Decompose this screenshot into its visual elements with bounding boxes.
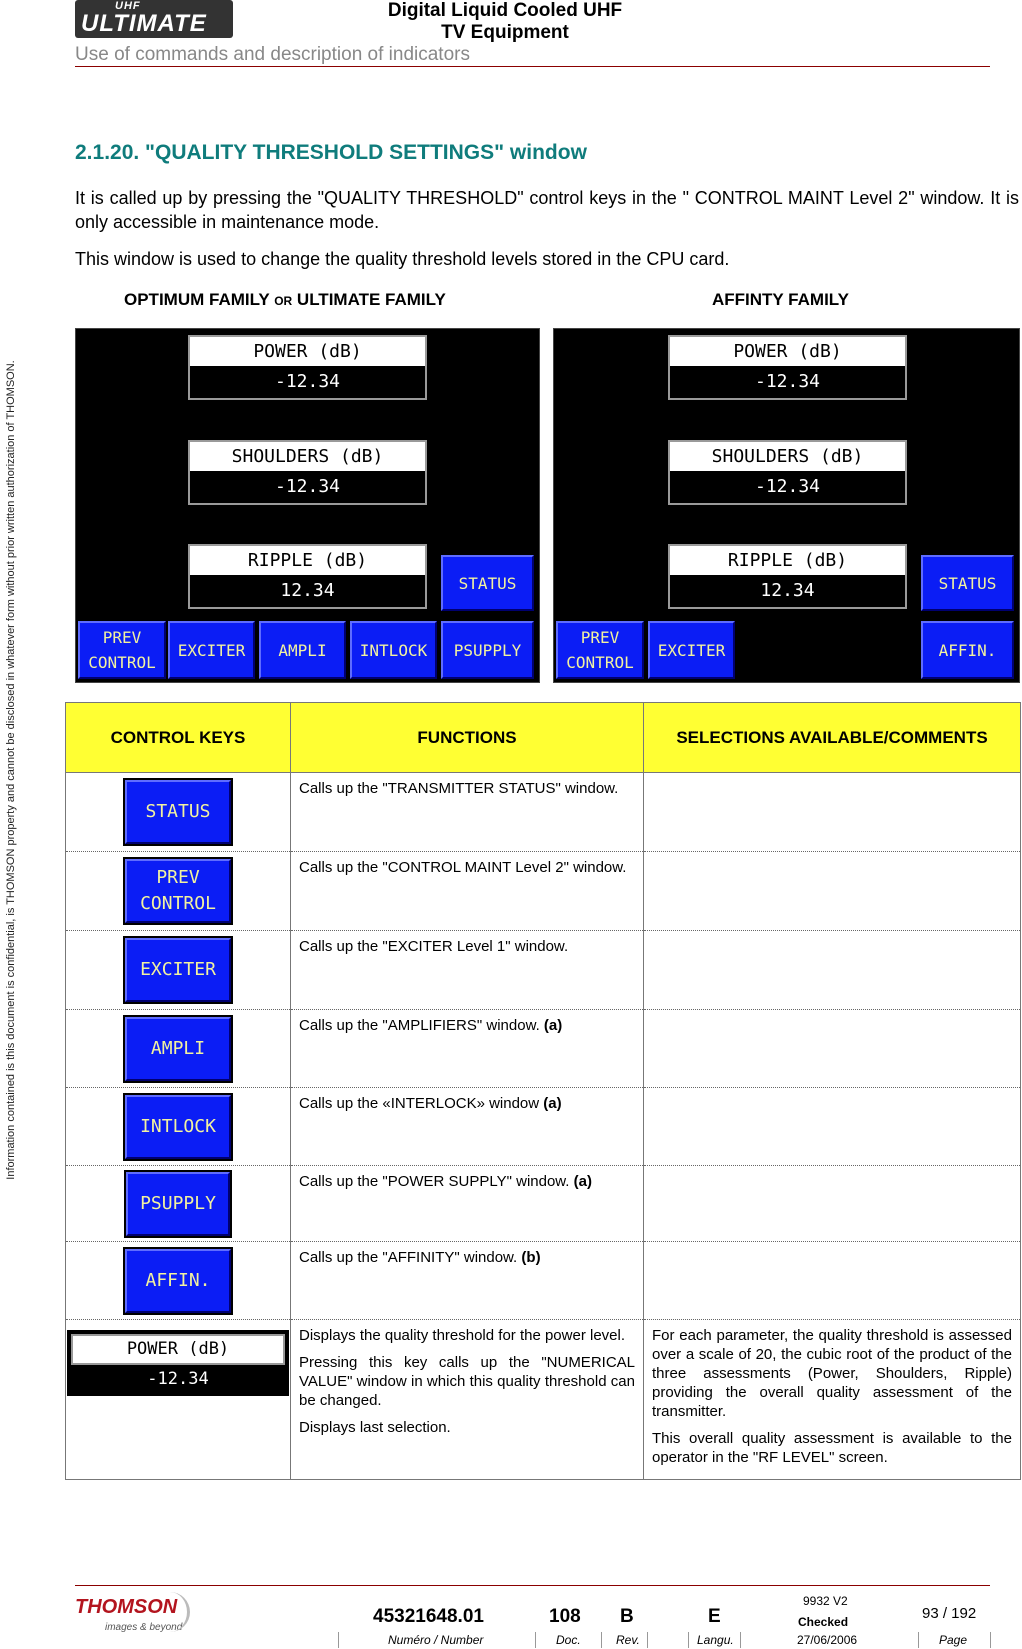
family-label-left xyxy=(124,290,446,310)
prev-control-line-1: PREV xyxy=(102,628,142,647)
footer-divider xyxy=(75,1585,990,1586)
footer-separator xyxy=(338,1632,339,1648)
power-key-label: POWER (dB) xyxy=(71,1334,285,1365)
label-rev: Rev. xyxy=(616,1633,640,1647)
ripple-value: 12.34 xyxy=(760,580,815,601)
ripple-value: 12.34 xyxy=(280,580,335,601)
exciter-button[interactable]: EXCITER xyxy=(168,621,255,679)
doc-number: 45321648.01 xyxy=(373,1606,484,1627)
language-code: E xyxy=(708,1606,721,1627)
family-left-a: OPTIMUM FAMILY xyxy=(124,290,275,309)
label-number: Numéro / Number xyxy=(388,1633,484,1647)
footer-separator xyxy=(740,1632,741,1648)
family-left-or: OR xyxy=(274,294,293,308)
footer-separator xyxy=(647,1632,648,1648)
status-button[interactable]: STATUS xyxy=(441,555,534,611)
logo-ultimate-text: ULTIMATE xyxy=(81,10,207,37)
function-cell: Calls up the "POWER SUPPLY" window. (a) xyxy=(291,1166,644,1242)
label-page: Page xyxy=(939,1633,968,1647)
prev-control-button[interactable] xyxy=(556,621,644,679)
rev-code: B xyxy=(620,1606,634,1627)
label-lang: Langu. xyxy=(697,1633,734,1647)
header-functions: FUNCTIONS xyxy=(291,703,644,773)
comment-cell: For each parameter, the quality threshold is assessed over a scale of 20, the cubic root of the product of the three assessments (Power, Shoulders, Ripple) providing the overall quality assessment of the transmitter. This overall quality assessment is available to the operator in the "RF LEVEL" screen. xyxy=(644,1320,1021,1480)
power-value: -12.34 xyxy=(754,371,821,392)
thomson-brand: THOMSON xyxy=(75,1596,178,1618)
title-line-1: Digital Liquid Cooled UHF xyxy=(387,0,623,21)
function-cell: Calls up the "AMPLIFIERS" window. (a) xyxy=(291,1010,644,1088)
table-header-row xyxy=(66,703,1021,773)
version-text: 9932 V2 xyxy=(803,1594,848,1608)
chapter-subtitle: Use of commands and description of indicators xyxy=(75,44,470,65)
thomson-tagline: images & beyond xyxy=(105,1622,183,1633)
header-control-keys: CONTROL KEYS xyxy=(66,703,291,773)
affinity-button[interactable]: AFFIN. xyxy=(921,621,1014,679)
shoulders-value: -12.34 xyxy=(754,476,821,497)
page-number: 93 / 192 xyxy=(922,1605,977,1622)
function-cell: Calls up the "TRANSMITTER STATUS" window. xyxy=(291,773,644,852)
intlock-key-icon: INTLOCK xyxy=(125,1095,231,1159)
ampli-button[interactable]: AMPLI xyxy=(259,621,346,679)
thomson-logo xyxy=(75,1590,193,1648)
table-row xyxy=(66,1242,1021,1320)
function-cell: Displays the quality threshold for the power level. Pressing this key calls up the "NUMERICAL VALUE" window in which this quality threshold can be changed. Displays last selection. xyxy=(291,1320,644,1480)
power-key-value: -12.34 xyxy=(147,1369,209,1389)
ampli-key-icon: AMPLI xyxy=(125,1017,231,1081)
footer-separator xyxy=(918,1632,919,1648)
shoulders-value: -12.34 xyxy=(274,476,341,497)
family-label-right: AFFINTY FAMILY xyxy=(712,290,849,309)
ripple-label: RIPPLE (dB) xyxy=(190,546,425,575)
psupply-key-icon: PSUPPLY xyxy=(126,1172,230,1236)
document-title xyxy=(380,0,630,44)
intlock-button[interactable]: INTLOCK xyxy=(350,621,437,679)
footer-separator xyxy=(601,1632,602,1648)
logo-uhf-text: UHF xyxy=(115,0,141,12)
label-doc: Doc. xyxy=(556,1633,581,1647)
prev-control-line-1: PREV xyxy=(580,628,620,647)
ultimate-logo xyxy=(75,0,233,38)
function-cell: Calls up the "AFFINITY" window. (b) xyxy=(291,1242,644,1320)
family-left-b: ULTIMATE FAMILY xyxy=(292,290,446,309)
function-cell: Calls up the "EXCITER Level 1" window. xyxy=(291,931,644,1010)
function-cell: Calls up the «INTERLOCK» window (a) xyxy=(291,1088,644,1166)
table-row xyxy=(66,1088,1021,1166)
shoulders-label: SHOULDERS (dB) xyxy=(190,442,425,471)
power-threshold-key-icon xyxy=(67,1330,289,1396)
intro-paragraph: It is called up by pressing the "QUALITY THRESHOLD" control keys in the " CONTROL MAINT Level 2" window. It is only accessible in maintenance mode. xyxy=(75,188,1019,232)
prev-control-button[interactable] xyxy=(78,621,166,679)
screen-optimum-ultimate xyxy=(75,328,540,683)
table-row xyxy=(66,1010,1021,1088)
screen-affinity xyxy=(553,328,1020,683)
function-cell: Calls up the "CONTROL MAINT Level 2" window. xyxy=(291,852,644,931)
confidentiality-note xyxy=(0,180,24,1360)
power-threshold-box[interactable] xyxy=(668,335,907,400)
status-key-icon: STATUS xyxy=(125,780,231,844)
footer-separator xyxy=(688,1632,689,1648)
header-divider xyxy=(75,66,990,67)
exciter-button[interactable]: EXCITER xyxy=(648,621,735,679)
shoulders-threshold-box[interactable] xyxy=(668,440,907,505)
power-label: POWER (dB) xyxy=(670,337,905,366)
prev-control-line-2: CONTROL xyxy=(88,653,156,672)
title-line-2: TV Equipment xyxy=(441,22,569,43)
ripple-label: RIPPLE (dB) xyxy=(670,546,905,575)
ripple-threshold-box[interactable] xyxy=(668,544,907,609)
prev-control-key-icon: PREV CONTROL xyxy=(125,859,231,923)
purpose-paragraph: This window is used to change the quality threshold levels stored in the CPU card. xyxy=(75,249,730,269)
thomson-swoosh-icon xyxy=(157,1592,190,1632)
affinity-key-icon: AFFIN. xyxy=(125,1249,231,1313)
prev-control-line-2: CONTROL xyxy=(566,653,634,672)
section-heading: 2.1.20. "QUALITY THRESHOLD SETTINGS" window xyxy=(75,141,587,164)
exciter-key-icon: EXCITER xyxy=(125,938,231,1002)
footer-separator xyxy=(535,1632,536,1648)
doc-code: 108 xyxy=(549,1606,581,1627)
checked-text: Checked xyxy=(798,1615,849,1629)
confidentiality-text: Information contained is this document is confidential, is THOMSON property and cannot be disclosed in whatever form without prior written authorization of THOMSON. xyxy=(5,360,17,1180)
header-selections: SELECTIONS AVAILABLE/COMMENTS xyxy=(644,703,1021,773)
power-threshold-box[interactable] xyxy=(188,335,427,400)
footer-separator xyxy=(990,1632,991,1648)
ripple-threshold-box[interactable] xyxy=(188,544,427,609)
table-row xyxy=(66,852,1021,931)
power-label: POWER (dB) xyxy=(190,337,425,366)
table-row xyxy=(66,931,1021,1010)
control-keys-table xyxy=(65,702,1021,1480)
status-button[interactable]: STATUS xyxy=(921,555,1014,611)
power-value: -12.34 xyxy=(274,371,341,392)
shoulders-threshold-box[interactable] xyxy=(188,440,427,505)
table-row xyxy=(66,1320,1021,1480)
date-text: 27/06/2006 xyxy=(797,1633,858,1647)
table-row xyxy=(66,1166,1021,1242)
psupply-button[interactable]: PSUPPLY xyxy=(441,621,534,679)
table-row xyxy=(66,773,1021,852)
shoulders-label: SHOULDERS (dB) xyxy=(670,442,905,471)
